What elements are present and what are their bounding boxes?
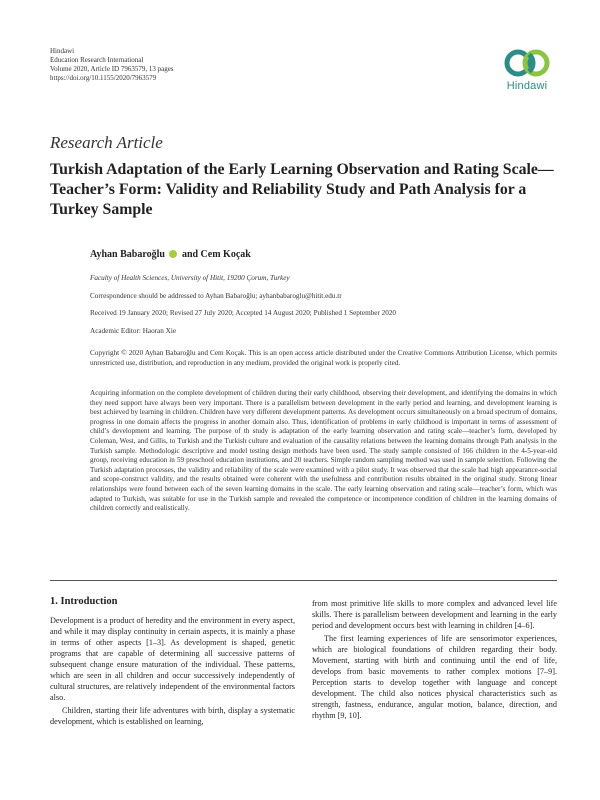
hindawi-logo [497,48,557,92]
author-first[interactable]: Ayhan Babaroğlu [90,249,165,260]
correspondence: Correspondence should be addressed to Ayhan Babaroğlu; ayhanbabaroglu@hitit.edu.tr [90,292,342,300]
logo-text: Hindawi [506,80,548,92]
body-paragraph: The first learning experiences of life are sensorimotor experiences, which are biological foundations of children regarding their body. Movement, starting with birth and continuing until the end of life, develops from basic movements to rather complex motions [7–9]. Perception starts to develop together with language and concept development. The child also notices physical characteristics such as strength, fastness, endurance, angular motion, balance, direction, and rhythm [9, 10]. [312,634,557,720]
body-paragraph: Children, starting their life adventures with birth, display a systematic development, which is established on learning, [50,706,295,726]
author-second[interactable]: and Cem Koçak [181,249,251,260]
publisher-name: Hindawi [50,47,75,55]
body-column-right [312,598,557,723]
orcid-icon[interactable] [169,250,177,258]
body-paragraph: from most primitive life skills to more complex and advanced level life skills. There is parallelism between development and learning in the early period and development occurs best with learning in children [4–6]. [312,599,557,630]
body-paragraph: Development is a product of heredity and the environment in every aspect, and while it may display continuity in certain aspects, it is mainly a phase in terms of other aspects [1–3]. As development is shaped, genetic programs that are capable of determining all successive patterns of subsequent change ensure maturation of the individual. These patterns, which are seen in all children and occur successively independently of cultural structures, are relatively independent of the environmental factors also. [50,616,295,702]
body-column-left [50,596,295,729]
volume-line: Volume 2020, Article ID 7963579, 13 pages [50,65,174,73]
author-line [90,249,251,260]
section-heading-introduction: 1. Introduction [50,596,118,607]
abstract: Acquiring information on the complete development of children during their early childhood, observing their development, and identifying the domains in which they need support have always been very important. There is a parallelism between development in the early period and learning, and development learning is best achieved by learning in children. Children have very different development patterns. As development occurs simultaneously on a broad spectrum of domains, progress in one domain affects the progress in another domain also. Thus, identification of problems in early childhood is important in terms of assessment of child’s development and learning. The purpose of th study is adaptation of the early learning observation and rating scale—teacher’s form, developed by Coleman, West, and Gillis, to Turkish and the Turkish culture and evaluation of the causality relations between the learning domains through Path analysis in the Turkish sample. Methodologic descriptive and model testing design methods have been used. The study sample consisted of 166 children in the 4-5-year-old group, receiving education in 59 preschool education institutions, and 20 teachers. Simple random sampling method was used in sample selection. Following the Turkish adaptation processes, the validity and reliability of the scale were examined with a pilot study. It was observed that the scale had high appearance-social and scope-construct validity, and the results obtained were coherent with the usefulness and contribution results obtained in the original study. Strong linear relationships were found between each of the seven learning domains in the scale. The early learning observation and rating scale—teacher’s form, which was adapted to Turkish, was suitable for use in the Turkish sample and revealed the competence or incompetence condition of children in the learning domains of children correctly and realistically. [90,389,557,513]
affiliation: Faculty of Health Sciences, University of Hitit, 19200 Çorum, Turkey [90,274,290,282]
copyright-notice: Copyright © 2020 Ayhan Babaroğlu and Cem Koçak. This is an open access article distributed under the Creative Commons Attribution License, which permits unrestricted use, distribution, and reproduction in any medium, provided the original work is properly cited. [90,349,557,367]
academic-editor: Academic Editor: Haoran Xie [90,327,177,335]
journal-name: Education Research International [50,56,144,64]
article-title: Turkish Adaptation of the Early Learning Observation and Rating Scale—Teacher’s Form: Validity and Reliability Study and Path Analysis for a Turkey Sample [50,161,554,218]
journal-meta [50,47,174,83]
hindawi-logo-icon [502,48,552,78]
section-divider [50,580,557,581]
doi-link[interactable]: https://doi.org/10.1155/2020/7963579 [50,74,157,82]
publication-dates: Received 19 January 2020; Revised 27 July 2020; Accepted 14 August 2020; Published 1 September 2020 [90,309,397,317]
article-type: Research Article [50,133,163,152]
